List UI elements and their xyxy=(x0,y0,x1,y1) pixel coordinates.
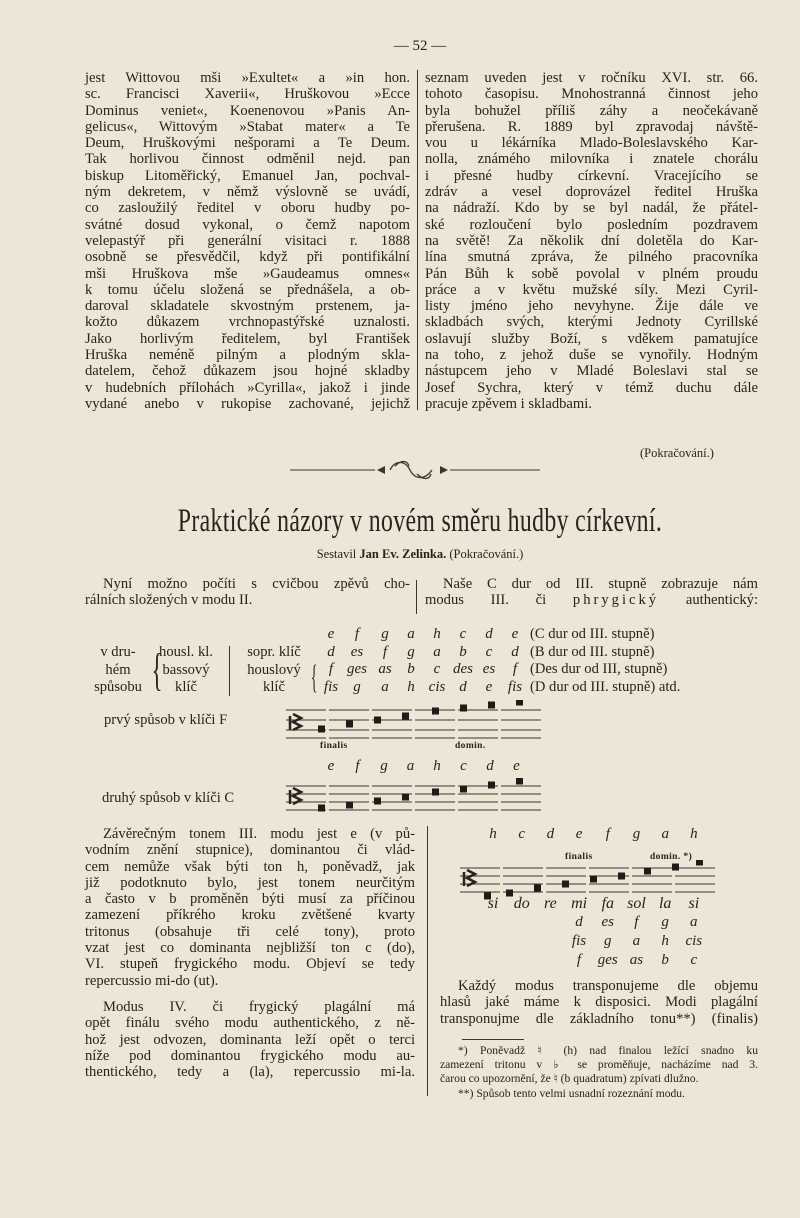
text-line: Dominus veniet«, Koenenovou »Panis An- xyxy=(85,102,410,119)
neume-note xyxy=(346,721,353,728)
text-line: k tomu účelu složená se přednášela, a ob- xyxy=(85,281,410,298)
note-name: e xyxy=(575,826,583,842)
transposed-note: a xyxy=(632,933,641,949)
solmization-syllable: fa xyxy=(601,895,615,912)
bottom-left-text xyxy=(85,826,415,1080)
text-line: VI. stupeň frygického modu. Objeví se tedy xyxy=(85,956,415,973)
staff1-label: prvý spůsob v klíči F xyxy=(104,712,228,728)
text-line: velepastýř při generální visitaci r. 1888 xyxy=(85,232,410,249)
byline-suffix: (Pokračování.) xyxy=(449,547,524,561)
note-name: a xyxy=(661,826,669,842)
text-line: biskup Litoměřický, Emanuel Jan, pochval- xyxy=(85,167,410,184)
footnote-line: zamezení tritonu v ♭ se proměňuje, nacházíme nad 3. xyxy=(440,1058,758,1072)
table-row-label: (B dur od III. stupně) xyxy=(530,643,655,660)
staff-c-clef xyxy=(284,778,546,818)
transposed-note: c xyxy=(690,952,698,968)
table-note: c xyxy=(433,661,441,678)
text-line: Tak horlivou činnost odměnil nejd. pan xyxy=(85,151,410,168)
right-column-text xyxy=(425,70,758,412)
table-row-label: (D dur od III. stupně) atd. xyxy=(530,678,681,695)
text-line: osobně se přesvědčil, když při pontifikální xyxy=(85,249,410,266)
transposed-note: h xyxy=(661,933,669,949)
bottom-right-text xyxy=(440,978,758,1027)
article-title: Praktické názory v novém směru hudby církevní. xyxy=(177,503,663,539)
text-line: ské rozloučení bylo posledním pozdravem xyxy=(425,216,758,233)
text-line: vou u lékárníka Mlado-Boleslavského Kar- xyxy=(425,135,758,152)
neume-note xyxy=(516,700,523,706)
clef-icon xyxy=(290,714,301,730)
neume-note xyxy=(562,881,569,888)
text-line: Nyní možno počíti s cvičbou zpěvů cho- xyxy=(103,576,410,592)
neume-note xyxy=(696,860,703,866)
neume-note xyxy=(644,868,651,875)
neume-note xyxy=(318,726,325,733)
table-note: d xyxy=(511,643,519,660)
brace: { xyxy=(151,644,163,695)
table-note: f xyxy=(512,661,518,678)
table-note: b xyxy=(459,643,467,660)
neume-note xyxy=(460,786,467,793)
text-line: níže pod dominantou frygického modu au- xyxy=(85,1047,415,1064)
text-line: Závěrečným tonem III. modu jest e (v pů- xyxy=(103,826,415,842)
neume-note xyxy=(402,794,409,801)
text-line: Hruška neméně pilným a plodným skla- xyxy=(85,347,410,364)
text-line: na toho, z jehož duše se vynořily. Hodným xyxy=(425,347,758,364)
solmization-syllable: si xyxy=(688,895,700,912)
table-note: e xyxy=(511,626,519,642)
neume-note xyxy=(590,876,597,883)
text-line: v hudebních přílohách »Cyrilla«, jakož i jinde xyxy=(85,379,410,396)
text-line: kožto důkazem vrchnopastýřské uznalosti. xyxy=(85,314,410,331)
table-note: des xyxy=(453,661,473,678)
footnote-line: **) Spůsob tento velmi usnadní rozeznání modu. xyxy=(458,1086,686,1100)
table-note: a xyxy=(407,626,415,642)
transposed-note: g xyxy=(603,933,612,949)
text-line: a často v b proměněn býti musí za příčinou xyxy=(85,891,415,908)
note-name: c xyxy=(460,758,467,774)
neume-note xyxy=(488,702,495,709)
text-line: vzat jest co dominanta nejbližší ton c (do), xyxy=(85,940,415,957)
table-note: fis xyxy=(507,678,523,695)
solmization-syllable: do xyxy=(513,895,530,912)
table-note: d xyxy=(327,643,335,660)
note-name: d xyxy=(546,826,555,842)
neume-note xyxy=(534,885,541,892)
table-col-clef: housl. kl. bassový klíč xyxy=(159,644,213,696)
neume-note xyxy=(460,705,467,712)
table-row-label: (C dur od III. stupně) xyxy=(530,626,655,642)
intro-left xyxy=(85,576,410,609)
transposed-note: fis xyxy=(571,933,587,949)
page-number: — 52 — xyxy=(393,38,447,54)
table-col-clef2: sopr. klíč houslový klíč xyxy=(247,644,301,696)
neume-note xyxy=(346,802,353,809)
text-line: nástupcem jeho v Mladé Boleslavi stal se xyxy=(425,363,758,380)
note-name: e xyxy=(327,758,335,774)
text-line: sc. Francisci Xaverii«, Hruškovou »Ecce xyxy=(85,86,410,103)
text-line: datelem, čehož důkazem jsou hojné skladby xyxy=(85,363,410,380)
ornament-divider xyxy=(285,458,545,486)
footnote-line: čarou co upozornění, že ♮ (b quadratum) zpívati dlužno. xyxy=(440,1072,699,1086)
neume-note xyxy=(618,873,625,880)
text-line: Deum, Hruškovými nešporami a Te Deum. xyxy=(85,135,410,152)
text-line: Každý modus transponujeme dle objemu xyxy=(458,978,758,994)
table-note: g xyxy=(381,626,389,642)
text-line: oslavují služby Boží, s vděkem pamatujíce xyxy=(425,330,758,347)
brace: { xyxy=(310,659,318,696)
footnote-line: *) Poněvadž ♮ (h) nad finalou ležící snadno ku xyxy=(458,1044,758,1057)
table-note: cis xyxy=(428,678,446,695)
text-line: gelicus«, Wittovým »Stabat mater« a Te xyxy=(85,118,410,135)
text-line: Modus IV. či frygický plagální má xyxy=(103,998,415,1015)
table-note: as xyxy=(378,661,392,678)
table-row-label: (Des dur od III, stupně) xyxy=(530,661,668,678)
table-note: ges xyxy=(347,661,367,678)
solmization-syllable: mi xyxy=(571,895,588,912)
note-name: e xyxy=(513,758,520,774)
table-note: f xyxy=(328,661,334,678)
table-note: a xyxy=(381,678,389,695)
text-line: byla bohužel příliš záhy a neočekávaně xyxy=(425,102,758,119)
footnote-rule xyxy=(462,1039,524,1040)
transposed-note: as xyxy=(629,952,644,968)
table-note: g xyxy=(407,643,415,660)
transposed-note: b xyxy=(661,952,669,968)
text-line: zamezení příkrého kroku zvětšené kvarty xyxy=(85,907,415,924)
dominant-label: domin. *) xyxy=(650,852,693,862)
text-line: daroval skladatele skvostným prstenem, ja- xyxy=(85,298,410,315)
transposed-note: f xyxy=(634,914,639,930)
table-note: b xyxy=(407,661,415,678)
transposed-note: es xyxy=(601,914,614,930)
table-note: fis xyxy=(323,678,339,695)
transposed-note: cis xyxy=(685,933,703,949)
note-name: a xyxy=(406,758,415,774)
transposed-note: g xyxy=(661,914,669,930)
text-line: i přesné hudby církevní. Vracejícího se xyxy=(425,167,758,184)
text-line: vodním znění stupnice), dominantou či vlád- xyxy=(85,842,415,859)
neume-note xyxy=(318,805,325,812)
solmization-syllable: sol xyxy=(627,895,646,912)
note-name: h xyxy=(433,758,441,774)
transposed-note: f xyxy=(576,952,582,968)
table-note: g xyxy=(353,678,361,695)
text-line: cem nemůže však býti ton h, poněvadž, jak xyxy=(85,858,415,875)
text-line: práce a v květu mužské síly. Mezi Cyril- xyxy=(425,281,758,298)
staff2-label: druhý spůsob v klíči C xyxy=(102,790,235,806)
text-line: pracuje zpěvem i skladbami. xyxy=(425,395,592,412)
transposed-note: d xyxy=(575,914,583,930)
text-line: opět finálu svého modu authentického, z ně- xyxy=(85,1015,415,1032)
text-line: modus III. či phrygický authentický: xyxy=(425,592,758,609)
table-note: a xyxy=(433,643,441,660)
note-name: f xyxy=(605,826,610,842)
neume-note xyxy=(432,789,439,796)
text-line: repercussio mi-do (ut). xyxy=(85,972,219,989)
table-note: d xyxy=(485,626,493,642)
text-line: jest Wittovou mši »Exultet« a »in hon. xyxy=(85,70,410,86)
intro-divider xyxy=(416,580,417,614)
text-line: thentického, tedy a (la), repercussio mi-la. xyxy=(85,1064,415,1081)
author-name: Jan Ev. Zelinka. xyxy=(359,547,447,561)
text-line: tohoto časopisu. Mnohostranná činnost jeho xyxy=(425,86,758,103)
table-note: es xyxy=(482,661,496,678)
neume-note xyxy=(516,778,523,785)
table-note: f xyxy=(354,626,360,642)
text-line: Naše C dur od III. stupně zobrazuje nám xyxy=(443,576,758,592)
text-line: rálních složených v modu II. xyxy=(85,592,253,609)
neume-note xyxy=(488,782,495,789)
finalis-label: finalis xyxy=(320,741,348,751)
table-note: c xyxy=(459,626,467,642)
table-note: e xyxy=(485,678,493,695)
text-line: již podotknuto bylo, jest tonem neurčitým xyxy=(85,874,415,891)
transposed-note: ges xyxy=(597,952,618,968)
table-note: d xyxy=(459,678,467,695)
note-name: h xyxy=(690,826,698,842)
text-line: na světě! Za několik dní doletěla do Kar- xyxy=(425,232,758,249)
table-note: es xyxy=(350,643,364,660)
text-line: co zasloužilý ředitel v oboru hudby po- xyxy=(85,200,410,217)
text-line: skladbách svých, kterými Jednoty Cyrillské xyxy=(425,314,758,331)
text-line: Josef Sychra, který v témž duchu dále xyxy=(425,379,758,396)
neume-note xyxy=(374,798,381,805)
continued-note: (Pokračování.) xyxy=(640,446,714,460)
neume-note xyxy=(432,708,439,715)
finalis-label: finalis xyxy=(565,852,593,862)
text-line: přerušena. R. 1889 byl zpravodaj návště- xyxy=(425,118,758,135)
note-name: h xyxy=(489,826,497,842)
note-name: g xyxy=(380,758,388,774)
text-line: Jako horlivým ředitelem, byl František xyxy=(85,330,410,347)
text-line: seznam uveden jest v ročníku XVI. str. 66. xyxy=(425,70,758,86)
note-name: c xyxy=(518,826,526,842)
solmization-syllable: re xyxy=(544,895,557,912)
text-line: mši Hruškova mše »Gaudeamus omnes« xyxy=(85,265,410,282)
table-divider xyxy=(229,646,230,696)
text-line: ným dekretem, v němž výslovně se uvádí, xyxy=(85,184,410,201)
byline-prefix: Sestavil xyxy=(316,547,357,561)
neume-note xyxy=(402,713,409,720)
table-note: c xyxy=(485,643,493,660)
text-line: transponujme dle základního tonu**) (finalis) xyxy=(440,1010,758,1027)
transposed-note: a xyxy=(690,914,698,930)
solmization-syllable: la xyxy=(658,895,672,912)
intro-right xyxy=(425,576,758,609)
text-line: tritonus (obsahuje tři celé tony), proto xyxy=(85,923,415,940)
text-line: svátné dosud vykonal, o čemž napotom xyxy=(85,216,410,233)
text-line: hlasů jaké máme k disposici. Modi plagální xyxy=(440,994,758,1011)
table-note: h xyxy=(407,678,415,695)
text-line: Pán Bůh k sobě povolal v plném proudu xyxy=(425,265,758,282)
footnotes xyxy=(440,1044,758,1101)
column-divider xyxy=(417,70,418,410)
solmization-syllable: si xyxy=(487,895,499,912)
text-line: nolla, známého milovníka i znatele chorálu xyxy=(425,151,758,168)
neume-note xyxy=(672,864,679,871)
note-name: f xyxy=(355,758,360,774)
text-line: na nádraží. Kdo by se byl nadál, že přátel- xyxy=(425,200,758,217)
text-line: listy jméno jeho nevyhyne. Žije dále ve xyxy=(425,298,758,315)
text-line: hož jest odvozen, dominanta leží opět o terci xyxy=(85,1031,415,1048)
bottom-divider xyxy=(427,826,428,1096)
staff-f-clef xyxy=(284,700,546,740)
left-column-text xyxy=(85,70,410,412)
table-note: f xyxy=(382,643,388,660)
text-line: vydané anebo v rukopise zachované, jejichž xyxy=(85,395,410,412)
text-line: lína smutná zpráva, že pilného pracovníka xyxy=(425,249,758,266)
table-col-method: v dru- hém spůsobu xyxy=(94,644,142,696)
article-byline xyxy=(0,547,800,562)
text-line: zdráv a vesel doprovázel ředitel Hruška xyxy=(425,184,758,201)
dominant-label: domin. xyxy=(455,741,486,751)
table-note: e xyxy=(327,626,335,642)
note-name: d xyxy=(486,758,494,774)
neume-note xyxy=(374,717,381,724)
note-name: g xyxy=(632,826,641,842)
table-note: h xyxy=(433,626,441,642)
